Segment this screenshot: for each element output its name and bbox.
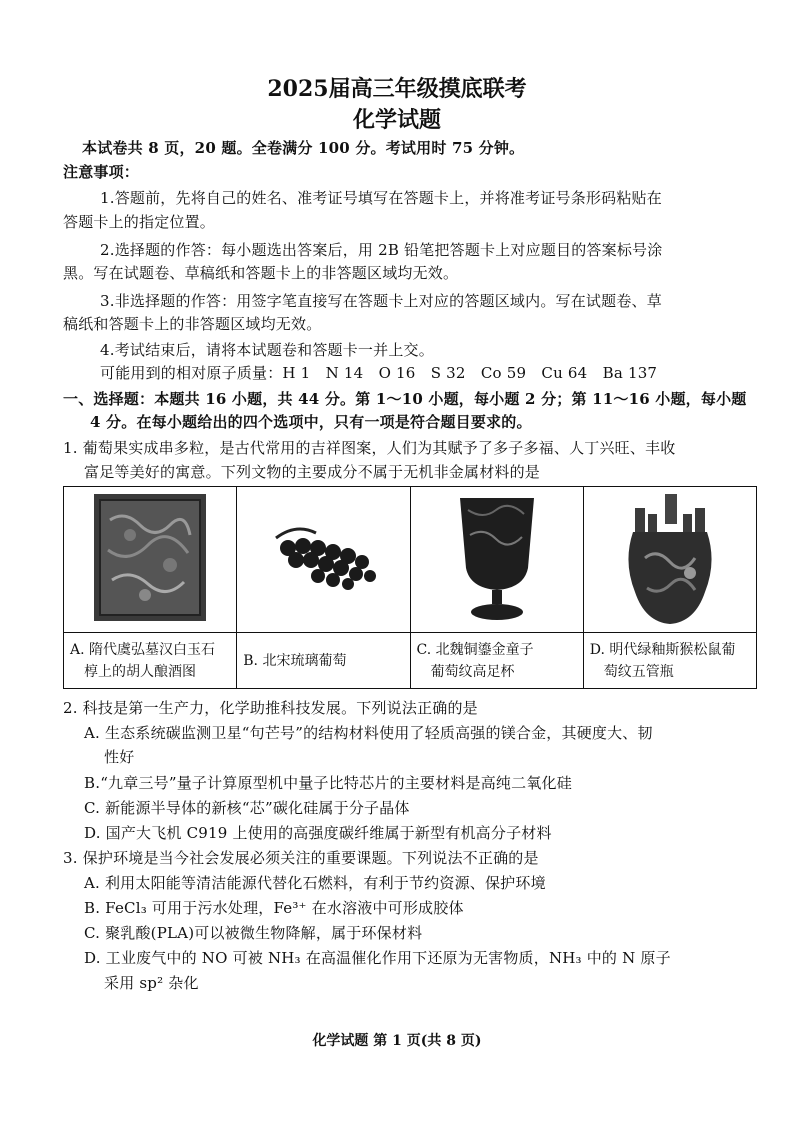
- atomic-masses: 可能用到的相对原子质量：H 1 N 14 O 16 S 32 Co 59 Cu 64 Ba 137: [100, 364, 658, 382]
- q2-option-c: C. 新能源半导体的新核“芯”碳化硅属于分子晶体: [84, 799, 410, 817]
- q3-option-d-cont: 采用 sp² 杂化: [104, 974, 199, 992]
- q2-option-a: A. 生态系统碳监测卫星“句芒号”的结构材料使用了轻质高强的镁合金，其硬度大、韧: [84, 724, 653, 742]
- option-text: B. 北宋琉璃葡萄: [243, 652, 347, 669]
- option-text: 葡萄纹高足杯: [430, 663, 515, 680]
- q1-option-a: [64, 633, 237, 689]
- q1-image-b: [237, 487, 410, 633]
- exam-title: 2025届高三年级摸底联考: [267, 76, 527, 102]
- notes-heading: 注意事项：: [63, 163, 140, 181]
- q2-stem: 2. 科技是第一生产力，化学助推科技发展。下列说法正确的是: [63, 699, 478, 717]
- option-text: A. 隋代虞弘墓汉白玉石: [70, 641, 216, 658]
- carved-relief-image: [90, 490, 210, 625]
- q1-image-c: [410, 487, 583, 633]
- q2-option-b: B.“九章三号”量子计算原型机中量子比特芯片的主要材料是高纯二氧化硅: [84, 774, 572, 792]
- option-text: 萄纹五管瓶: [603, 663, 674, 680]
- option-text: 椁上的胡人酿酒图: [84, 663, 196, 680]
- q3-option-a: A. 利用太阳能等清洁能源代替化石燃料，有利于节约资源、保护环境: [84, 874, 546, 892]
- note-line: 答题卡上的指定位置。: [63, 213, 216, 231]
- q3-option-c: C. 聚乳酸(PLA)可以被微生物降解，属于环保材料: [84, 924, 423, 942]
- q1-option-c: [410, 633, 583, 689]
- page-footer: 化学试题 第 1 页(共 8 页): [312, 1033, 482, 1049]
- grape-cluster-image: [258, 518, 388, 598]
- q3-stem: 3. 保护环境是当今社会发展必须关注的重要课题。下列说法不正确的是: [63, 849, 539, 867]
- q3-option-b: B. FeCl₃ 可用于污水处理，Fe³⁺ 在水溶液中可形成胶体: [84, 899, 464, 917]
- q1-image-d: [583, 487, 756, 633]
- q1-option-d: [583, 633, 756, 689]
- q1-stem: 1. 葡萄果实成串多粒，是古代常用的吉祥图案，人们为其赋予了多子多福、人丁兴旺、丰收: [63, 439, 676, 457]
- option-text: D. 明代绿釉斯猴松鼠葡: [589, 641, 736, 658]
- section-heading: 一、选择题：本题共 16 小题，共 44 分。第 1～10 小题，每小题 2 分；第 11～16 小题，每小题: [63, 390, 747, 408]
- q1-option-b: [237, 633, 410, 689]
- q1-artifact-table: [63, 486, 757, 689]
- five-tube-vase-image: [615, 488, 725, 628]
- note-line: 4.考试结束后，请将本试题卷和答题卡一并上交。: [100, 341, 434, 359]
- q2-option-d: D. 国产大飞机 C919 上使用的高强度碳纤维属于新型有机高分子材料: [84, 824, 552, 842]
- note-line: 1.答题前，先将自己的姓名、准考证号填写在答题卡上，并将准考证号条形码粘贴在: [100, 189, 662, 207]
- exam-subject: 化学试题: [352, 107, 441, 133]
- q1-stem-cont: 富足等美好的寓意。下列文物的主要成分不属于无机非金属材料的是: [84, 463, 541, 481]
- option-text: C. 北魏铜鎏金童子: [416, 641, 534, 658]
- note-line: 黑。写在试题卷、草稿纸和答题卡上的非答题区域均无效。: [63, 264, 459, 282]
- gilt-cup-image: [452, 490, 542, 625]
- note-line: 2.选择题的作答：每小题选出答案后，用 2B 铅笔把答题卡上对应题目的答案标号涂: [100, 241, 663, 259]
- exam-meta: 本试卷共 8 页，20 题。全卷满分 100 分。考试用时 75 分钟。: [82, 139, 525, 157]
- q3-option-d: D. 工业废气中的 NO 可被 NH₃ 在高温催化作用下还原为无害物质，NH₃ 中的 N 原子: [84, 949, 671, 967]
- note-line: 3.非选择题的作答：用签字笔直接写在答题卡上对应的答题区域内。写在试题卷、草: [100, 292, 662, 310]
- q2-option-a-cont: 性好: [104, 748, 135, 766]
- note-line: 稿纸和答题卡上的非答题区域均无效。: [63, 315, 322, 333]
- q1-image-a: [64, 487, 237, 633]
- section-heading-cont: 4 分。在每小题给出的四个选项中，只有一项是符合题目要求的。: [90, 413, 532, 431]
